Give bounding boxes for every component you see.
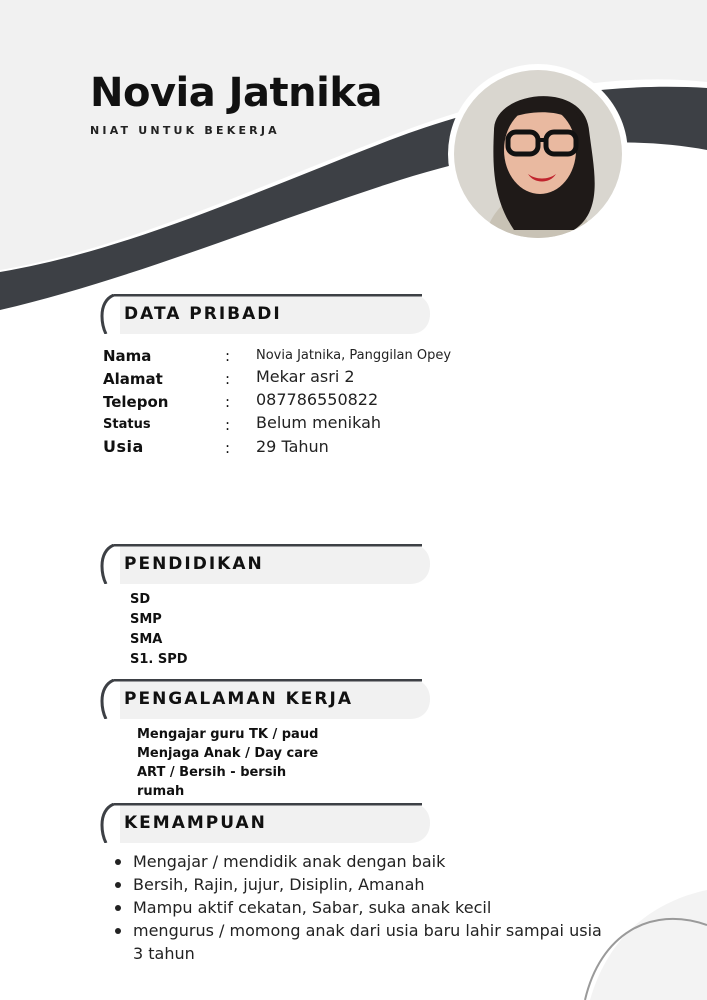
skill-text: Mampu aktif cekatan, Sabar, suka anak kecil [133, 898, 492, 917]
experience-list [137, 725, 337, 801]
info-value: Novia Jatnika, Panggilan Opey [256, 348, 452, 363]
info-value: 087786550822 [256, 390, 379, 409]
info-key: Telepon [103, 393, 169, 411]
info-value: Mekar asri 2 [256, 367, 355, 386]
info-key: Usia [103, 437, 144, 456]
education-item: S1. SPD [130, 652, 188, 667]
info-key: Nama [103, 347, 152, 365]
experience-item: Menjaga Anak / Day care [137, 746, 319, 761]
education-item: SD [130, 592, 151, 607]
bullet-icon [115, 928, 121, 934]
skills-list [112, 850, 612, 965]
info-key: Status [103, 417, 151, 432]
bullet-icon [115, 905, 121, 911]
skill-text: Mengajar / mendidik anak dengan baik [133, 852, 446, 871]
section-header-education [100, 544, 430, 584]
info-colon: : [225, 416, 231, 434]
profile-photo [448, 64, 628, 244]
section-title-education: PENDIDIKAN [124, 554, 264, 574]
skill-item [112, 850, 612, 873]
info-colon: : [225, 370, 231, 388]
experience-item: Mengajar guru TK / paud [137, 727, 319, 742]
bullet-icon [115, 882, 121, 888]
skill-item [112, 873, 612, 896]
info-key: Alamat [103, 370, 163, 388]
resume-subtitle: NIAT UNTUK BEKERJA [90, 124, 280, 137]
skill-item [112, 896, 612, 919]
skill-item [112, 919, 603, 965]
section-header-experience [100, 679, 430, 719]
resume-name: Novia Jatnika [90, 70, 382, 116]
bullet-icon [115, 859, 121, 865]
info-value: Belum menikah [256, 413, 382, 432]
info-colon: : [225, 439, 231, 457]
education-item: SMP [130, 612, 162, 627]
education-item: SMA [130, 632, 163, 647]
info-colon: : [225, 393, 231, 411]
skill-text: mengurus / momong anak dari usia baru lahir sampai usia 3 tahun [133, 921, 602, 963]
experience-item: ART / Bersih - bersih rumah [137, 765, 287, 799]
section-title-skills: KEMAMPUAN [124, 813, 267, 833]
info-colon: : [225, 347, 231, 365]
section-header-personal [100, 294, 430, 334]
info-value: 29 Tahun [256, 437, 329, 456]
section-header-skills [100, 803, 430, 843]
skill-text: Bersih, Rajin, jujur, Disiplin, Amanah [133, 875, 425, 894]
section-title-personal: DATA PRIBADI [124, 304, 282, 324]
education-list [130, 590, 188, 670]
section-title-experience: PENGALAMAN KERJA [124, 689, 353, 709]
